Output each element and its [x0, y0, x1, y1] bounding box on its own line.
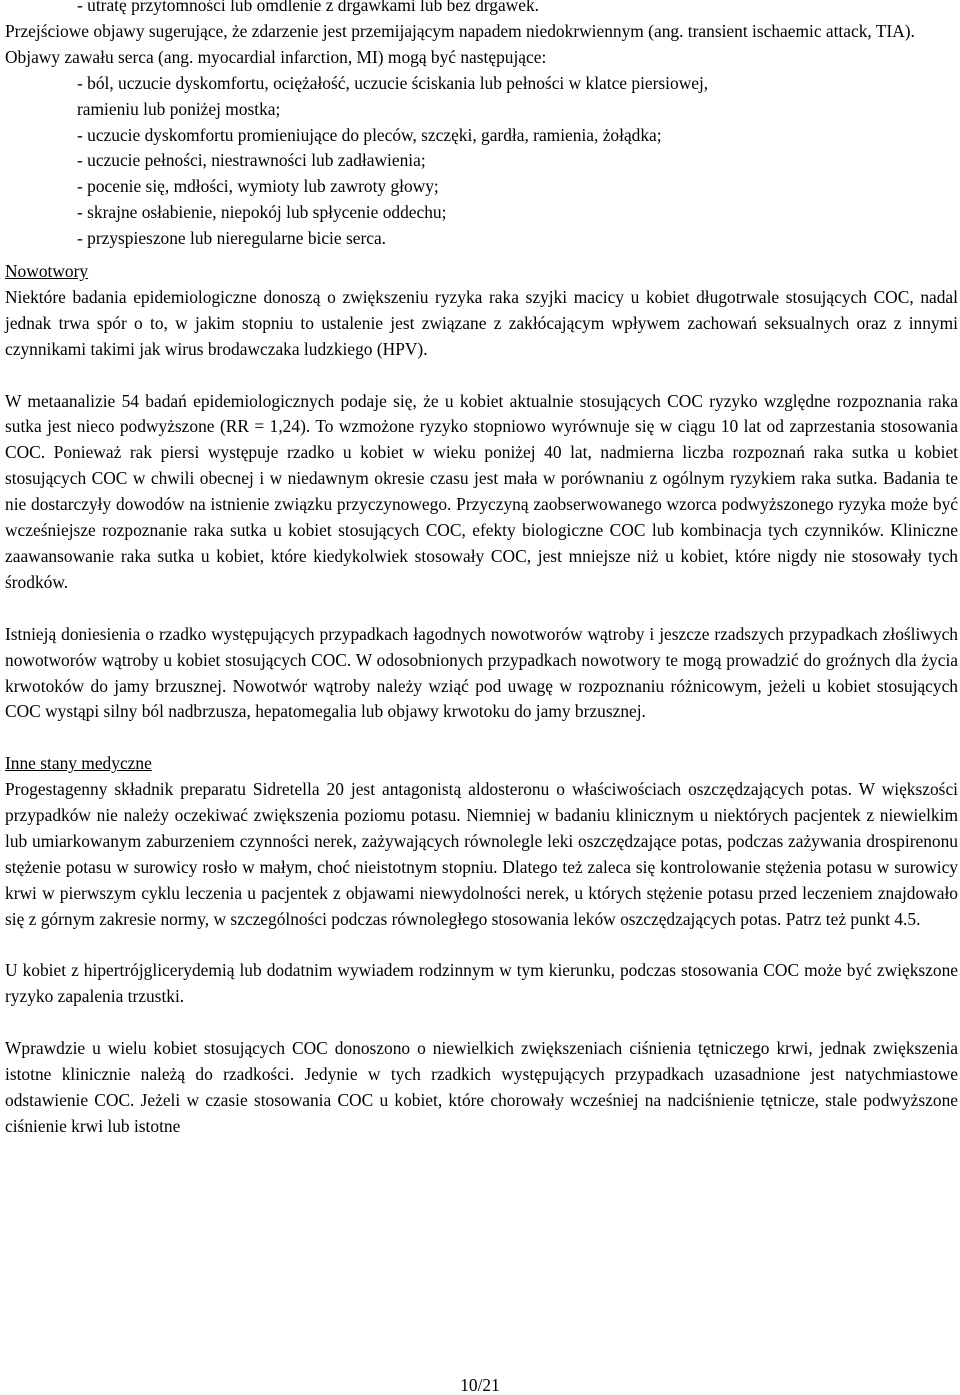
mi-list-item: - uczucie dyskomfortu promieniujące do pleców, szczęki, gardła, ramienia, żołądka;	[77, 124, 662, 145]
mi-list-item: - przyspieszone lub nieregularne bicie serca.	[77, 228, 387, 249]
tumors-paragraph-3: Istnieją doniesienia o rzadko występujących przypadkach łagodnych nowotworów wątroby i jeszcze rzadszych przypadkach złośliwych nowotworów wątroby u kobiet stosujących COC. W odosobnionych przypadkach nowotwory te mogą prowadzić do groźnych dla życia krwotoków do jamy brzusznej. Nowotwór wątroby należy wziąć pod uwagę w rozpoznaniu różnicowym, jeżeli u kobiet stosujących COC wystąpi silny ból nadbrzusza, hepatomegalia lub objawy krwotoku do jamy brzusznej.	[5, 623, 958, 722]
mi-list-item: - uczucie pełności, niestrawności lub zadławienia;	[77, 150, 426, 171]
mi-intro: Objawy zawału serca (ang. myocardial infarction, MI) mogą być następujące:	[5, 46, 547, 67]
other-paragraph-3: Wprawdzie u wielu kobiet stosujących COC donoszono o niewielkich zwiększeniach ciśnienia tętniczego krwi, jednak zwiększenia istotne klinicznie należą do rzadkości. Jedynie w tych rzadkich występujących przypadkach uzasadnione jest natychmiastowe odstawienie COC. Jeżeli w czasie stosowania COC u kobiet, które chorowały wcześniej na nadciśnienie tętnicze, stale podwyższone ciśnienie krwi lub istotne	[5, 1038, 958, 1136]
mi-list-item: - pocenie się, mdłości, wymioty lub zawroty głowy;	[77, 176, 439, 197]
mi-list-item: - ból, uczucie dyskomfortu, ociężałość, uczucie ściskania lub pełności w klatce piersiowej,	[77, 72, 709, 93]
tumors-paragraph-1: Niektóre badania epidemiologiczne donoszą o zwiększeniu ryzyka raka szyjki macicy u kobiet długotrwale stosujących COC, nadal jednak trwa spór o to, w jakim stopniu to ustalenie jest związane z zakłócającym wpływem zachowań seksualnych oraz z innymi czynnikami takimi jak wirus brodawczaka ludzkiego (HPV).	[5, 286, 958, 359]
tia-paragraph: Przejściowe objawy sugerujące, że zdarzenie jest przemijającym napadem niedokrwiennym (ang. transient ischaemic attack, TIA).	[5, 20, 915, 41]
section-heading-other-conditions: Inne stany medyczne	[5, 753, 152, 774]
page-number: 10/21	[460, 1375, 500, 1395]
other-paragraph-1: Progestagenny składnik preparatu Sidretella 20 jest antagonistą aldosteronu o właściwościach oszczędzających potas. W większości przypadków nie należy oczekiwać zwiększenia poziomu potasu. Niemniej w badaniu klinicznym u niektórych pacjentek z niewielkim lub umiarkowanym zaburzeniem czynności nerek, zażywających równolegle leki oszczędzające potas, podczas zażywania drospirenonu stężenie potasu w surowicy rosło w małym, choć nieistotnym stopniu. Dlatego też zaleca się kontrolowanie stężenia potasu w surowicy krwi w pierwszym cyklu leczenia u pacjentek z objawami niewydolności nerek, u których stężenie potasu przed leczeniem znajdowało się z górnym zakresie normy, w szczególności podczas równoległego stosowania leków oszczędzających potas. Patrz też punkt 4.5.	[5, 779, 958, 929]
section-heading-tumors: Nowotwory	[5, 261, 89, 282]
tumors-paragraph-2: W metaanalizie 54 badań epidemiologicznych podaje się, że u kobiet aktualnie stosujących COC ryzyko względne rozpoznania raka sutka jest nieco podwyższone (RR = 1,24). To wzmożone ryzyko stopniowo wyrównuje się w ciągu 10 lat od zaprzestania stosowania COC. Ponieważ rak piersi występuje rzadko u kobiet w wieku poniżej 40 lat, nadmierna liczba rozpoznań raka sutka u kobiet stosujących COC w chwili obecnej i w niedawnym okresie czasu jest mała w porównaniu z ogólnym ryzykiem raka sutka. Badania te nie dostarczyły dowodów na istnienie związku przyczynowego. Przyczyną zaobserwowanego wzorca podwyższonego ryzyka może być wcześniejsze rozpoznanie raka sutka u kobiet stosujących COC, efekty biologiczne COC lub kombinacja tych czynników. Kliniczne zaawansowanie raka sutka u kobiet, które kiedykolwiek stosowały COC, jest mniejsze niż u kobiet, które nigdy nie stosowały tych środków.	[5, 390, 958, 592]
document-page	[5, 0, 958, 1140]
mi-list-item: ramieniu lub poniżej mostka;	[77, 98, 281, 119]
list-item-loss-of-consciousness: - utratę przytomności lub omdlenie z drgawkami lub bez drgawek.	[77, 0, 540, 15]
mi-list-item: - skrajne osłabienie, niepokój lub spłycenie oddechu;	[77, 202, 447, 223]
other-paragraph-2: U kobiet z hipertrójglicerydemią lub dodatnim wywiadem rodzinnym w tym kierunku, podczas stosowania COC może być zwiększone ryzyko zapalenia trzustki.	[5, 960, 958, 1007]
